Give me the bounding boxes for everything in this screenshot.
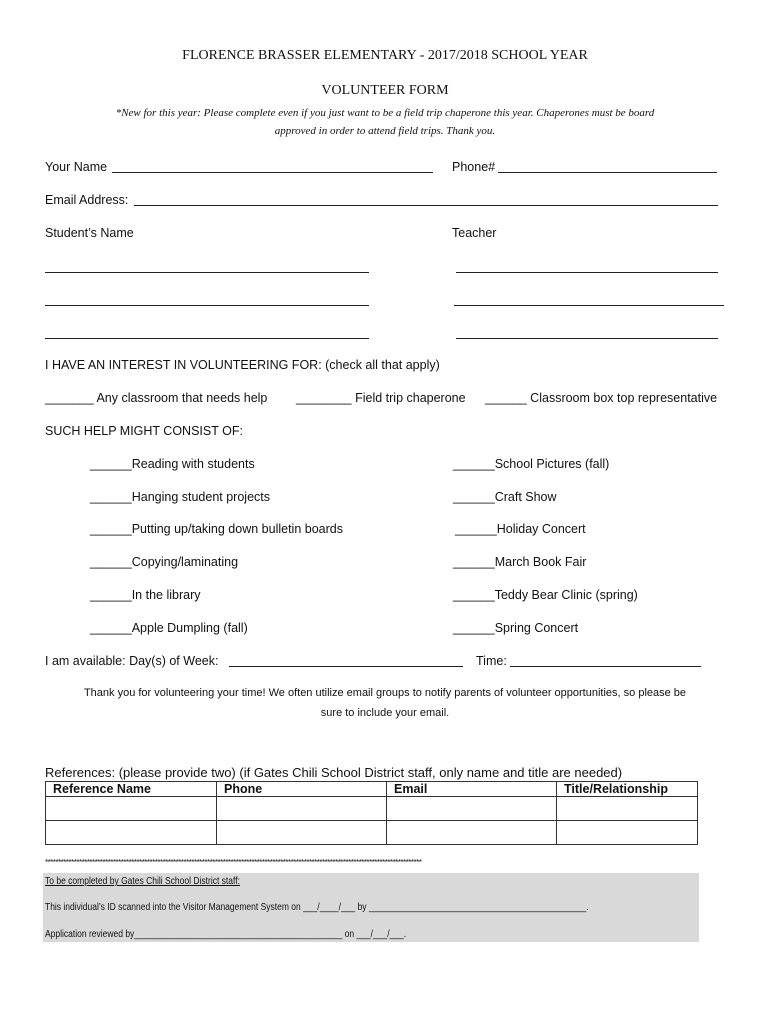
reference-2-title-cell[interactable] [557,821,698,845]
help-option-craft-show[interactable]: ______Craft Show [453,490,557,504]
separator-stars: ************************************************************************************************************************************************ [45,858,422,867]
chaperone-note-line-2: approved in order to attend field trips. Thank you. [274,125,496,137]
teacher-field-1[interactable] [456,272,718,273]
interest-option-classroom[interactable]: _______ Any classroom that needs help [45,391,268,405]
school-title: FLORENCE BRASSER ELEMENTARY - 2017/2018 SCHOOL YEAR [182,48,588,63]
phone-label: Phone# [452,160,496,174]
chaperone-note-line-1: *New for this year: Please complete even if you just want to be a field trip chaperone this year. Chaperones must be board [115,107,655,119]
help-option-teddy-bear[interactable]: ______Teddy Bear Clinic (spring) [453,588,638,602]
references-heading: References: (please provide two) (if Gates Chili School District staff, only name and title are needed) [45,765,623,780]
availability-days-label: I am available: Day(s) of Week: [45,654,219,668]
your-name-field[interactable] [112,172,433,173]
help-option-hanging-projects[interactable]: ______Hanging student projects [90,490,270,504]
student-name-field-1[interactable] [45,272,369,273]
references-header-row [46,782,698,797]
reference-2-email-cell[interactable] [387,821,557,845]
table-row [46,821,698,845]
reference-1-email-cell[interactable] [387,797,557,821]
interest-heading: I HAVE AN INTEREST IN VOLUNTEERING FOR: (check all that apply) [45,358,440,372]
student-name-field-2[interactable] [45,305,369,306]
thanks-line-2: sure to include your email. [320,707,450,719]
teacher-label: Teacher [452,226,497,240]
table-row [46,797,698,821]
help-option-apple-dumpling[interactable]: ______Apple Dumpling (fall) [90,621,248,635]
references-col-name: Reference Name [46,782,217,797]
staff-application-reviewed-line: Application reviewed by____________________________________________ on ___/___/___. [45,929,407,940]
reference-2-phone-cell[interactable] [217,821,387,845]
form-title: VOLUNTEER FORM [321,83,449,98]
help-option-book-fair[interactable]: ______March Book Fair [453,555,587,569]
availability-days-field[interactable] [229,666,463,667]
availability-time-field[interactable] [510,666,701,667]
references-col-phone: Phone [217,782,387,797]
help-option-copying[interactable]: ______Copying/laminating [90,555,239,569]
thanks-line-1: Thank you for volunteering your time! We often utilize email groups to notify parents of volunteer opportunities, so please be [83,687,687,699]
student-name-field-3[interactable] [45,338,369,339]
references-col-email: Email [387,782,557,797]
your-name-label: Your Name [45,160,108,174]
reference-1-title-cell[interactable] [557,797,698,821]
reference-2-name-cell[interactable] [46,821,217,845]
help-option-school-pictures[interactable]: ______School Pictures (fall) [453,457,610,471]
phone-field[interactable] [498,172,717,173]
interest-option-field-trip[interactable]: ________ Field trip chaperone [296,391,466,405]
references-col-title: Title/Relationship [557,782,698,797]
interest-option-box-top[interactable]: ______ Classroom box top representative [485,391,718,405]
reference-1-phone-cell[interactable] [217,797,387,821]
help-option-reading[interactable]: ______Reading with students [90,457,255,471]
teacher-field-2[interactable] [454,305,724,306]
teacher-field-3[interactable] [456,338,718,339]
help-option-bulletin-boards[interactable]: ______Putting up/taking down bulletin boards [90,522,343,536]
staff-heading: To be completed by Gates Chili School District staff: [45,876,240,887]
students-name-label: Student’s Name [45,226,134,240]
email-field[interactable] [134,205,718,206]
reference-1-name-cell[interactable] [46,797,217,821]
help-option-library[interactable]: ______In the library [90,588,201,602]
help-option-holiday-concert[interactable]: ______Holiday Concert [455,522,586,536]
availability-time-label: Time: [476,654,507,668]
references-table [45,781,698,845]
email-label: Email Address: [45,193,129,207]
help-option-spring-concert[interactable]: ______Spring Concert [453,621,579,635]
staff-id-scanned-line: This individual’s ID scanned into the Visitor Management System on ___/____/___ by ______________________________________________. [45,902,589,913]
help-heading: SUCH HELP MIGHT CONSIST OF: [45,424,243,438]
